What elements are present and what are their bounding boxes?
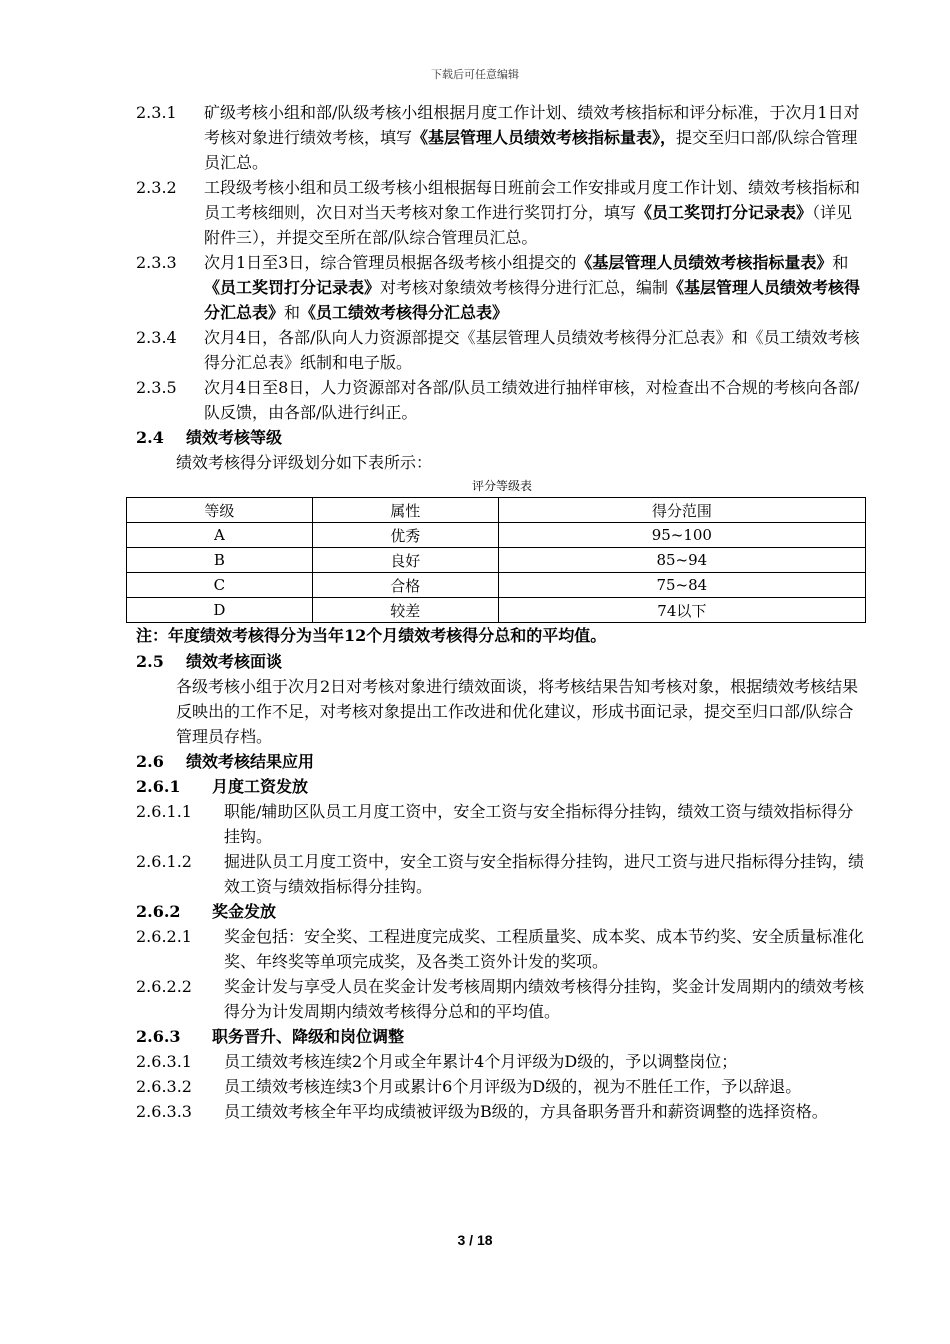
section-intro: 绩效考核得分评级划分如下表所示：: [176, 453, 433, 472]
grade-table: [126, 497, 866, 623]
table-note: 注：年度绩效考核得分为当年12个月绩效考核得分总和的平均值。: [136, 626, 607, 645]
clause-text: 工段级考核小组和员工级考核小组根据每日班前会工作安排或月度工作计划、绩效考核指标和员工考核细则，次日对当天考核对象工作进行奖罚打分，填写《员工奖罚打分记录表》（详见附件三），并提交至所在部/队综合管理员汇总。: [204, 178, 861, 247]
clause-number: 2.3.5: [136, 378, 177, 397]
section-heading-2-4: 2.4 绩效考核等级: [136, 428, 283, 447]
table-cell: 良好: [312, 548, 498, 573]
table-cell: 95~100: [498, 523, 865, 548]
section-heading-2-6-2: 2.6.2 奖金发放: [136, 902, 277, 921]
clause-text: 职能/辅助区队员工月度工资中，安全工资与安全指标得分挂钩，绩效工资与绩效指标得分挂钩。: [224, 802, 854, 846]
clause-number: 2.6.2.2: [136, 977, 192, 996]
clause-2-6-3-3: [136, 1099, 868, 1124]
clause-2-3-1: [136, 100, 868, 175]
clause-text: 掘进队员工月度工资中，安全工资与安全指标得分挂钩，进尺工资与进尺指标得分挂钩，绩效工资与绩效指标得分挂钩。: [224, 852, 865, 896]
clause-2-6-2-1: [136, 924, 868, 974]
clause-text: 奖金计发与享受人员在奖金计发考核周期内绩效考核得分挂钩，奖金计发周期内的绩效考核得分为计发周期内绩效考核得分总和的平均值。: [224, 977, 865, 1021]
table-cell: 优秀: [312, 523, 498, 548]
clause-text: 员工绩效考核连续3个月或累计6个月评级为D级的，视为不胜任工作，予以辞退。: [224, 1077, 802, 1096]
clause-2-6-3-2: [136, 1074, 868, 1099]
clause-text: 次月1日至3日，综合管理员根据各级考核小组提交的《基层管理人员绩效考核指标量表》和《员工奖罚打分记录表》对考核对象绩效考核得分进行汇总，编制《基层管理人员绩效考核得分汇总表》和《员工绩效考核得分汇总表》: [204, 253, 861, 322]
clause-text: 奖金包括：安全奖、工程进度完成奖、工程质量奖、成本奖、成本节约奖、安全质量标准化奖、年终奖等单项完成奖，及各类工资外计发的奖项。: [224, 927, 865, 971]
table-header-row: [127, 498, 866, 523]
section-heading-2-6-3: 2.6.3 职务晋升、降级和岗位调整: [136, 1027, 405, 1046]
clause-number: 2.3.3: [136, 253, 177, 272]
table-header-cell: 得分范围: [498, 498, 865, 523]
clause-2-3-3: [136, 250, 868, 325]
table-row: [127, 548, 866, 573]
table-cell: D: [127, 598, 313, 623]
table-cell: 75~84: [498, 573, 865, 598]
table-cell: C: [127, 573, 313, 598]
clause-number: 2.3.1: [136, 103, 177, 122]
table-cell: A: [127, 523, 313, 548]
clause-text: 矿级考核小组和部/队级考核小组根据月度工作计划、绩效考核指标和评分标准，于次月1日对考核对象进行绩效考核，填写《基层管理人员绩效考核指标量表》，提交至归口部/队综合管理员汇总。: [204, 103, 860, 172]
clause-2-6-1-1: [136, 799, 868, 849]
clause-number: 2.6.1.1: [136, 802, 192, 821]
table-row: [127, 573, 866, 598]
table-cell: 较差: [312, 598, 498, 623]
clause-number: 2.6.2.1: [136, 927, 192, 946]
clause-2-3-4: [136, 325, 868, 375]
section-heading-2-6-1: 2.6.1 月度工资发放: [136, 777, 309, 796]
document-body: [136, 100, 868, 1124]
clause-number: 2.6.1.2: [136, 852, 192, 871]
table-header-cell: 等级: [127, 498, 313, 523]
clause-2-6-1-2: [136, 849, 868, 899]
clause-text: 次月4日，各部/队向人力资源部提交《基层管理人员绩效考核得分汇总表》和《员工绩效考核得分汇总表》纸制和电子版。: [204, 328, 860, 372]
section-heading-2-6: 2.6 绩效考核结果应用: [136, 752, 315, 771]
table-row: [127, 598, 866, 623]
clause-2-6-2-2: [136, 974, 868, 1024]
section-heading-2-5: 2.5 绩效考核面谈: [136, 652, 283, 671]
table-cell: B: [127, 548, 313, 573]
clause-number: 2.3.2: [136, 178, 177, 197]
clause-2-6-3-1: [136, 1049, 868, 1074]
clause-number: 2.6.3.3: [136, 1102, 192, 1121]
clause-number: 2.3.4: [136, 328, 177, 347]
clause-2-3-5: [136, 375, 868, 425]
table-cell: 74以下: [498, 598, 865, 623]
table-row: [127, 523, 866, 548]
table-caption: 评分等级表: [471, 479, 532, 493]
clause-text: 员工绩效考核连续2个月或全年累计4个月评级为D级的，予以调整岗位；: [224, 1052, 738, 1071]
clause-number: 2.6.3.1: [136, 1052, 192, 1071]
clause-2-3-2: [136, 175, 868, 250]
section-paragraph: 各级考核小组于次月2日对考核对象进行绩效面谈，将考核结果告知考核对象，根据绩效考核结果反映出的工作不足，对考核对象提出工作改进和优化建议，形成书面记录，提交至归口部/队综合管理员存档。: [176, 677, 859, 746]
clause-number: 2.6.3.2: [136, 1077, 192, 1096]
header-note: 下载后可任意编辑: [431, 68, 519, 81]
page-number: 3 / 18: [457, 1232, 493, 1248]
table-header-cell: 属性: [312, 498, 498, 523]
clause-text: 员工绩效考核全年平均成绩被评级为B级的，方具备职务晋升和薪资调整的选择资格。: [224, 1102, 828, 1121]
table-cell: 85~94: [498, 548, 865, 573]
clause-text: 次月4日至8日，人力资源部对各部/队员工绩效进行抽样审核，对检查出不合规的考核向各部/队反馈，由各部/队进行纠正。: [204, 378, 860, 422]
table-cell: 合格: [312, 573, 498, 598]
